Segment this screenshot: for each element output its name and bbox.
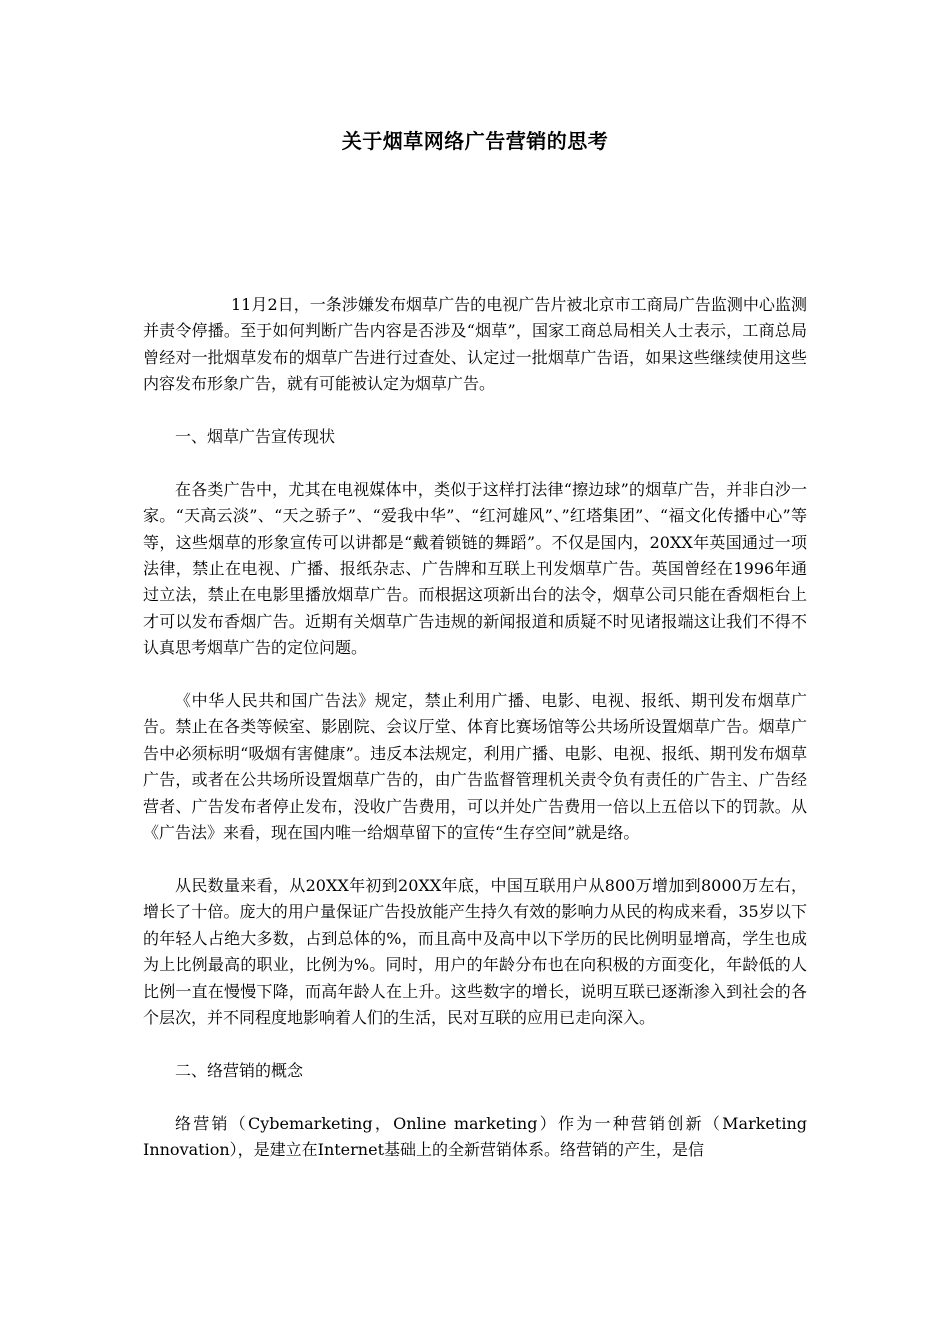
section-2-heading: 二、络营销的概念	[175, 1060, 304, 1080]
section-2-paragraph-1: 络营销（Cybemarketing，Online marketing）作为一种营销创新（Marketing Innovation），是建立在Internet基础上的全新营销体系。络营销的产生，是信	[143, 1113, 807, 1159]
section-1-paragraph-3: 从民数量来看，从20XX年初到20XX年底，中国互联用户从800万增加到8000万左右，增长了十倍。庞大的用户量保证广告投放能产生持久有效的影响力从民的构成来看，35岁以下的年轻人占绝大多数，占到总体的%，而且高中及高中以下学历的民比例明显增高，学生也成为上比例最高的职业，比例为%。同时，用户的年龄分布也在向积极的方面变化，年龄低的人比例一直在慢慢下降，而高年龄人在上升。这些数字的增长，说明互联已逐渐渗入到社会的各个层次，并不同程度地影响着人们的生活，民对互联的应用已走向深入。	[143, 875, 807, 1027]
document-title: 关于烟草网络广告营销的思考	[341, 129, 609, 153]
section-1-heading: 一、烟草广告宣传现状	[175, 427, 336, 447]
document-body	[143, 292, 807, 1163]
intro-paragraph: 11月2日，一条涉嫌发布烟草广告的电视广告片被北京市工商局广告监测中心监测并责令停播。至于如何判断广告内容是否涉及“烟草”，国家工商总局相关人士表示，工商总局曾经对一批烟草发布的烟草广告进行过查处、认定过一批烟草广告语，如果这些继续使用这些内容发布形象广告，就有可能被认定为烟草广告。	[143, 295, 807, 394]
section-1-paragraph-2: 《中华人民共和国广告法》规定，禁止利用广播、电影、电视、报纸、期刊发布烟草广告。禁止在各类等候室、影剧院、会议厅堂、体育比赛场馆等公共场所设置烟草广告。烟草广告中必须标明“吸烟有害健康”。违反本法规定，利用广播、电影、电视、报纸、期刊发布烟草广告，或者在公共场所设置烟草广告的，由广告监督管理机关责令负有责任的广告主、广告经营者、广告发布者停止发布，没收广告费用，可以并处广告费用一倍以上五倍以下的罚款。从《广告法》来看，现在国内唯一给烟草留下的宣传“生存空间”就是络。	[143, 691, 807, 843]
section-1-paragraph-1: 在各类广告中，尤其在电视媒体中，类似于这样打法律“擦边球”的烟草广告，并非白沙一家。“天高云淡”、“天之骄子”、“爱我中华”、“红河雄风”、”红塔集团”、“福文化传播中心”等等，这些烟草的形象宣传可以讲都是“戴着锁链的舞蹈”。不仅是国内，20XX年英国通过一项法律，禁止在电视、广播、报纸杂志、广告牌和互联上刊发烟草广告。英国曾经在1996年通过立法，禁止在电影里播放烟草广告。而根据这项新出台的法令，烟草公司只能在香烟柜台上才可以发布香烟广告。近期有关烟草广告违规的新闻报道和质疑不时见诸报端这让我们不得不认真思考烟草广告的定位问题。	[143, 479, 807, 658]
